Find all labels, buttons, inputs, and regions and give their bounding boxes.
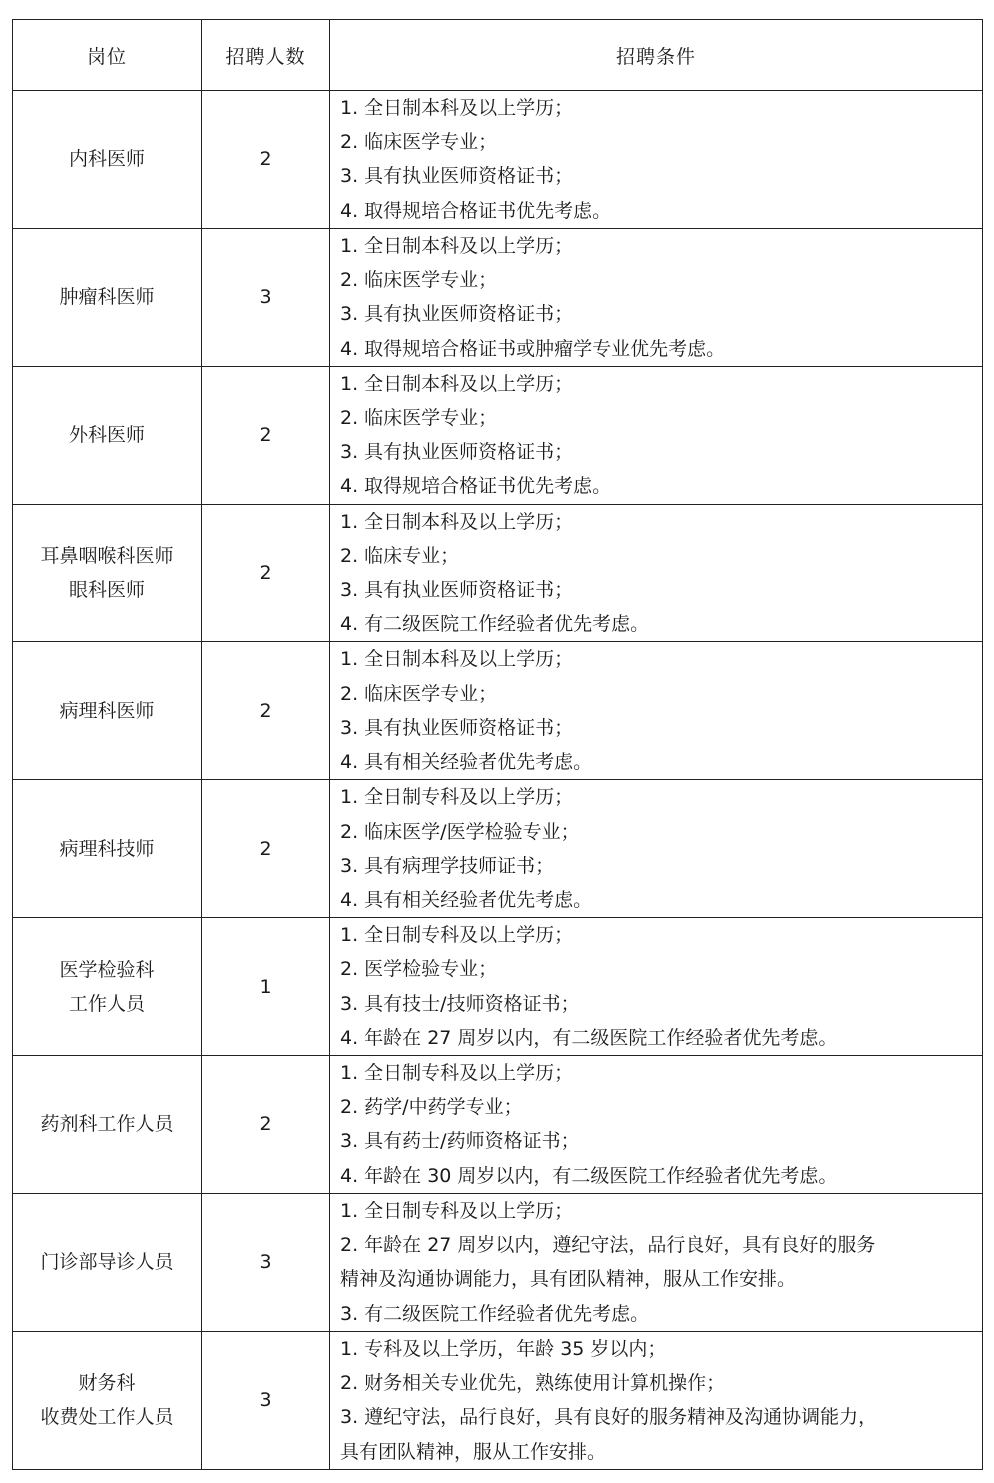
headcount-cell: 2 — [202, 642, 330, 780]
position-cell — [13, 1331, 202, 1469]
requirements-cell — [330, 1193, 983, 1331]
requirement-line: 2. 临床医学/医学检验专业； — [340, 820, 580, 843]
requirement-line: 4. 具有相关经验者优先考虑。 — [340, 751, 593, 774]
requirement-line: 3. 具有执业医师资格证书； — [340, 579, 574, 602]
position-cell — [13, 504, 202, 642]
position-name: 耳鼻咽喉科医师 — [40, 545, 174, 568]
headcount-cell: 1 — [202, 918, 330, 1056]
table-row — [13, 228, 983, 366]
position-name: 财务科 — [78, 1372, 136, 1395]
position-name: 病理科技师 — [59, 837, 155, 860]
requirement-line: 4. 年龄在 30 周岁以内，有二级医院工作经验者优先考虑。 — [340, 1164, 838, 1187]
requirement-line: 1. 全日制本科及以上学历； — [340, 234, 574, 257]
requirements-cell — [330, 504, 983, 642]
requirements-cell — [330, 228, 983, 366]
position-name: 外科医师 — [68, 424, 145, 447]
requirement-line: 4. 具有相关经验者优先考虑。 — [340, 888, 593, 911]
table-row — [13, 780, 983, 918]
requirement-line: 3. 具有执业医师资格证书； — [340, 716, 574, 739]
requirement-line: 1. 全日制本科及以上学历； — [340, 510, 574, 533]
requirements-cell — [330, 1331, 983, 1469]
requirement-line: 3. 具有执业医师资格证书； — [340, 303, 574, 326]
requirement-line: 4. 取得规培合格证书优先考虑。 — [340, 475, 612, 498]
requirement-line: 1. 全日制专科及以上学历； — [340, 1062, 574, 1085]
requirement-line: 2. 临床医学专业； — [340, 682, 498, 705]
requirement-line: 3. 具有技士/技师资格证书； — [340, 992, 580, 1015]
position-name: 收费处工作人员 — [40, 1406, 174, 1429]
table-row — [13, 642, 983, 780]
table-row — [13, 918, 983, 1056]
table-row — [13, 91, 983, 229]
requirements-cell — [330, 918, 983, 1056]
position-name: 医学检验科 — [59, 958, 155, 981]
requirement-line: 3. 具有执业医师资格证书； — [340, 441, 574, 464]
requirement-line: 1. 全日制专科及以上学历； — [340, 924, 574, 947]
position-cell — [13, 91, 202, 229]
requirements-cell — [330, 366, 983, 504]
position-name: 眼科医师 — [68, 579, 145, 602]
position-name: 工作人员 — [68, 992, 145, 1015]
requirement-line: 2. 药学/中药学专业； — [340, 1096, 523, 1119]
table-row — [13, 504, 983, 642]
requirements-cell — [330, 642, 983, 780]
headcount-cell: 2 — [202, 504, 330, 642]
requirement-line: 1. 全日制本科及以上学历； — [340, 648, 574, 671]
requirement-line: 2. 临床医学专业； — [340, 407, 498, 430]
requirement-line: 1. 全日制专科及以上学历； — [340, 786, 574, 809]
headcount-cell: 2 — [202, 1056, 330, 1194]
headcount-cell: 2 — [202, 91, 330, 229]
requirement-line: 3. 有二级医院工作经验者优先考虑。 — [340, 1302, 650, 1325]
requirement-line: 4. 取得规培合格证书或肿瘤学专业优先考虑。 — [340, 337, 726, 360]
headcount-cell: 2 — [202, 780, 330, 918]
header-count: 招聘人数 — [202, 20, 330, 91]
position-cell — [13, 780, 202, 918]
requirement-line: 1. 专科及以上学历，年龄 35 岁以内； — [340, 1337, 667, 1360]
requirements-cell — [330, 780, 983, 918]
requirement-line: 4. 有二级医院工作经验者优先考虑。 — [340, 613, 650, 636]
position-cell — [13, 366, 202, 504]
requirement-line: 2. 临床专业； — [340, 544, 460, 567]
requirement-line: 4. 年龄在 27 周岁以内，有二级医院工作经验者优先考虑。 — [340, 1026, 838, 1049]
table-row — [13, 1193, 983, 1331]
header-requirements: 招聘条件 — [330, 20, 983, 91]
requirement-line: 1. 全日制本科及以上学历； — [340, 97, 574, 119]
position-cell — [13, 1193, 202, 1331]
headcount-cell: 2 — [202, 366, 330, 504]
header-position: 岗位 — [13, 20, 202, 91]
requirements-cell — [330, 91, 983, 229]
requirement-line: 2. 年龄在 27 周岁以内，遵纪守法，品行良好，具有良好的服务 — [340, 1234, 876, 1257]
requirement-line: 具有团队精神，服从工作安排。 — [340, 1440, 607, 1463]
position-name: 门诊部导诊人员 — [40, 1251, 174, 1274]
requirement-line: 4. 取得规培合格证书优先考虑。 — [340, 199, 612, 222]
requirement-line: 2. 临床医学专业； — [340, 131, 498, 154]
table-header-row — [13, 20, 983, 91]
position-name: 药剂科工作人员 — [40, 1113, 174, 1136]
requirement-line: 精神及沟通协调能力，具有团队精神，服从工作安排。 — [340, 1268, 797, 1291]
requirement-line: 2. 财务相关专业优先，熟练使用计算机操作； — [340, 1372, 726, 1395]
requirement-line: 1. 全日制专科及以上学历； — [340, 1199, 574, 1222]
requirements-cell — [330, 1056, 983, 1194]
table-row — [13, 1056, 983, 1194]
position-cell — [13, 1056, 202, 1194]
position-cell — [13, 228, 202, 366]
recruitment-table — [12, 19, 983, 1470]
requirement-line: 1. 全日制本科及以上学历； — [340, 372, 574, 395]
position-name: 内科医师 — [68, 148, 145, 171]
requirement-line: 2. 临床医学专业； — [340, 269, 498, 292]
headcount-cell: 3 — [202, 1331, 330, 1469]
position-cell — [13, 642, 202, 780]
position-cell — [13, 918, 202, 1056]
table-row — [13, 1331, 983, 1469]
requirement-line: 3. 具有药士/药师资格证书； — [340, 1130, 580, 1153]
position-name: 肿瘤科医师 — [59, 286, 155, 309]
headcount-cell: 3 — [202, 1193, 330, 1331]
requirement-line: 3. 具有执业医师资格证书； — [340, 165, 574, 188]
requirement-line: 2. 医学检验专业； — [340, 958, 498, 981]
requirement-line: 3. 具有病理学技师证书； — [340, 854, 555, 877]
headcount-cell: 3 — [202, 228, 330, 366]
position-name: 病理科医师 — [59, 699, 155, 722]
table-row — [13, 366, 983, 504]
requirement-line: 3. 遵纪守法，品行良好，具有良好的服务精神及沟通协调能力， — [340, 1406, 878, 1429]
